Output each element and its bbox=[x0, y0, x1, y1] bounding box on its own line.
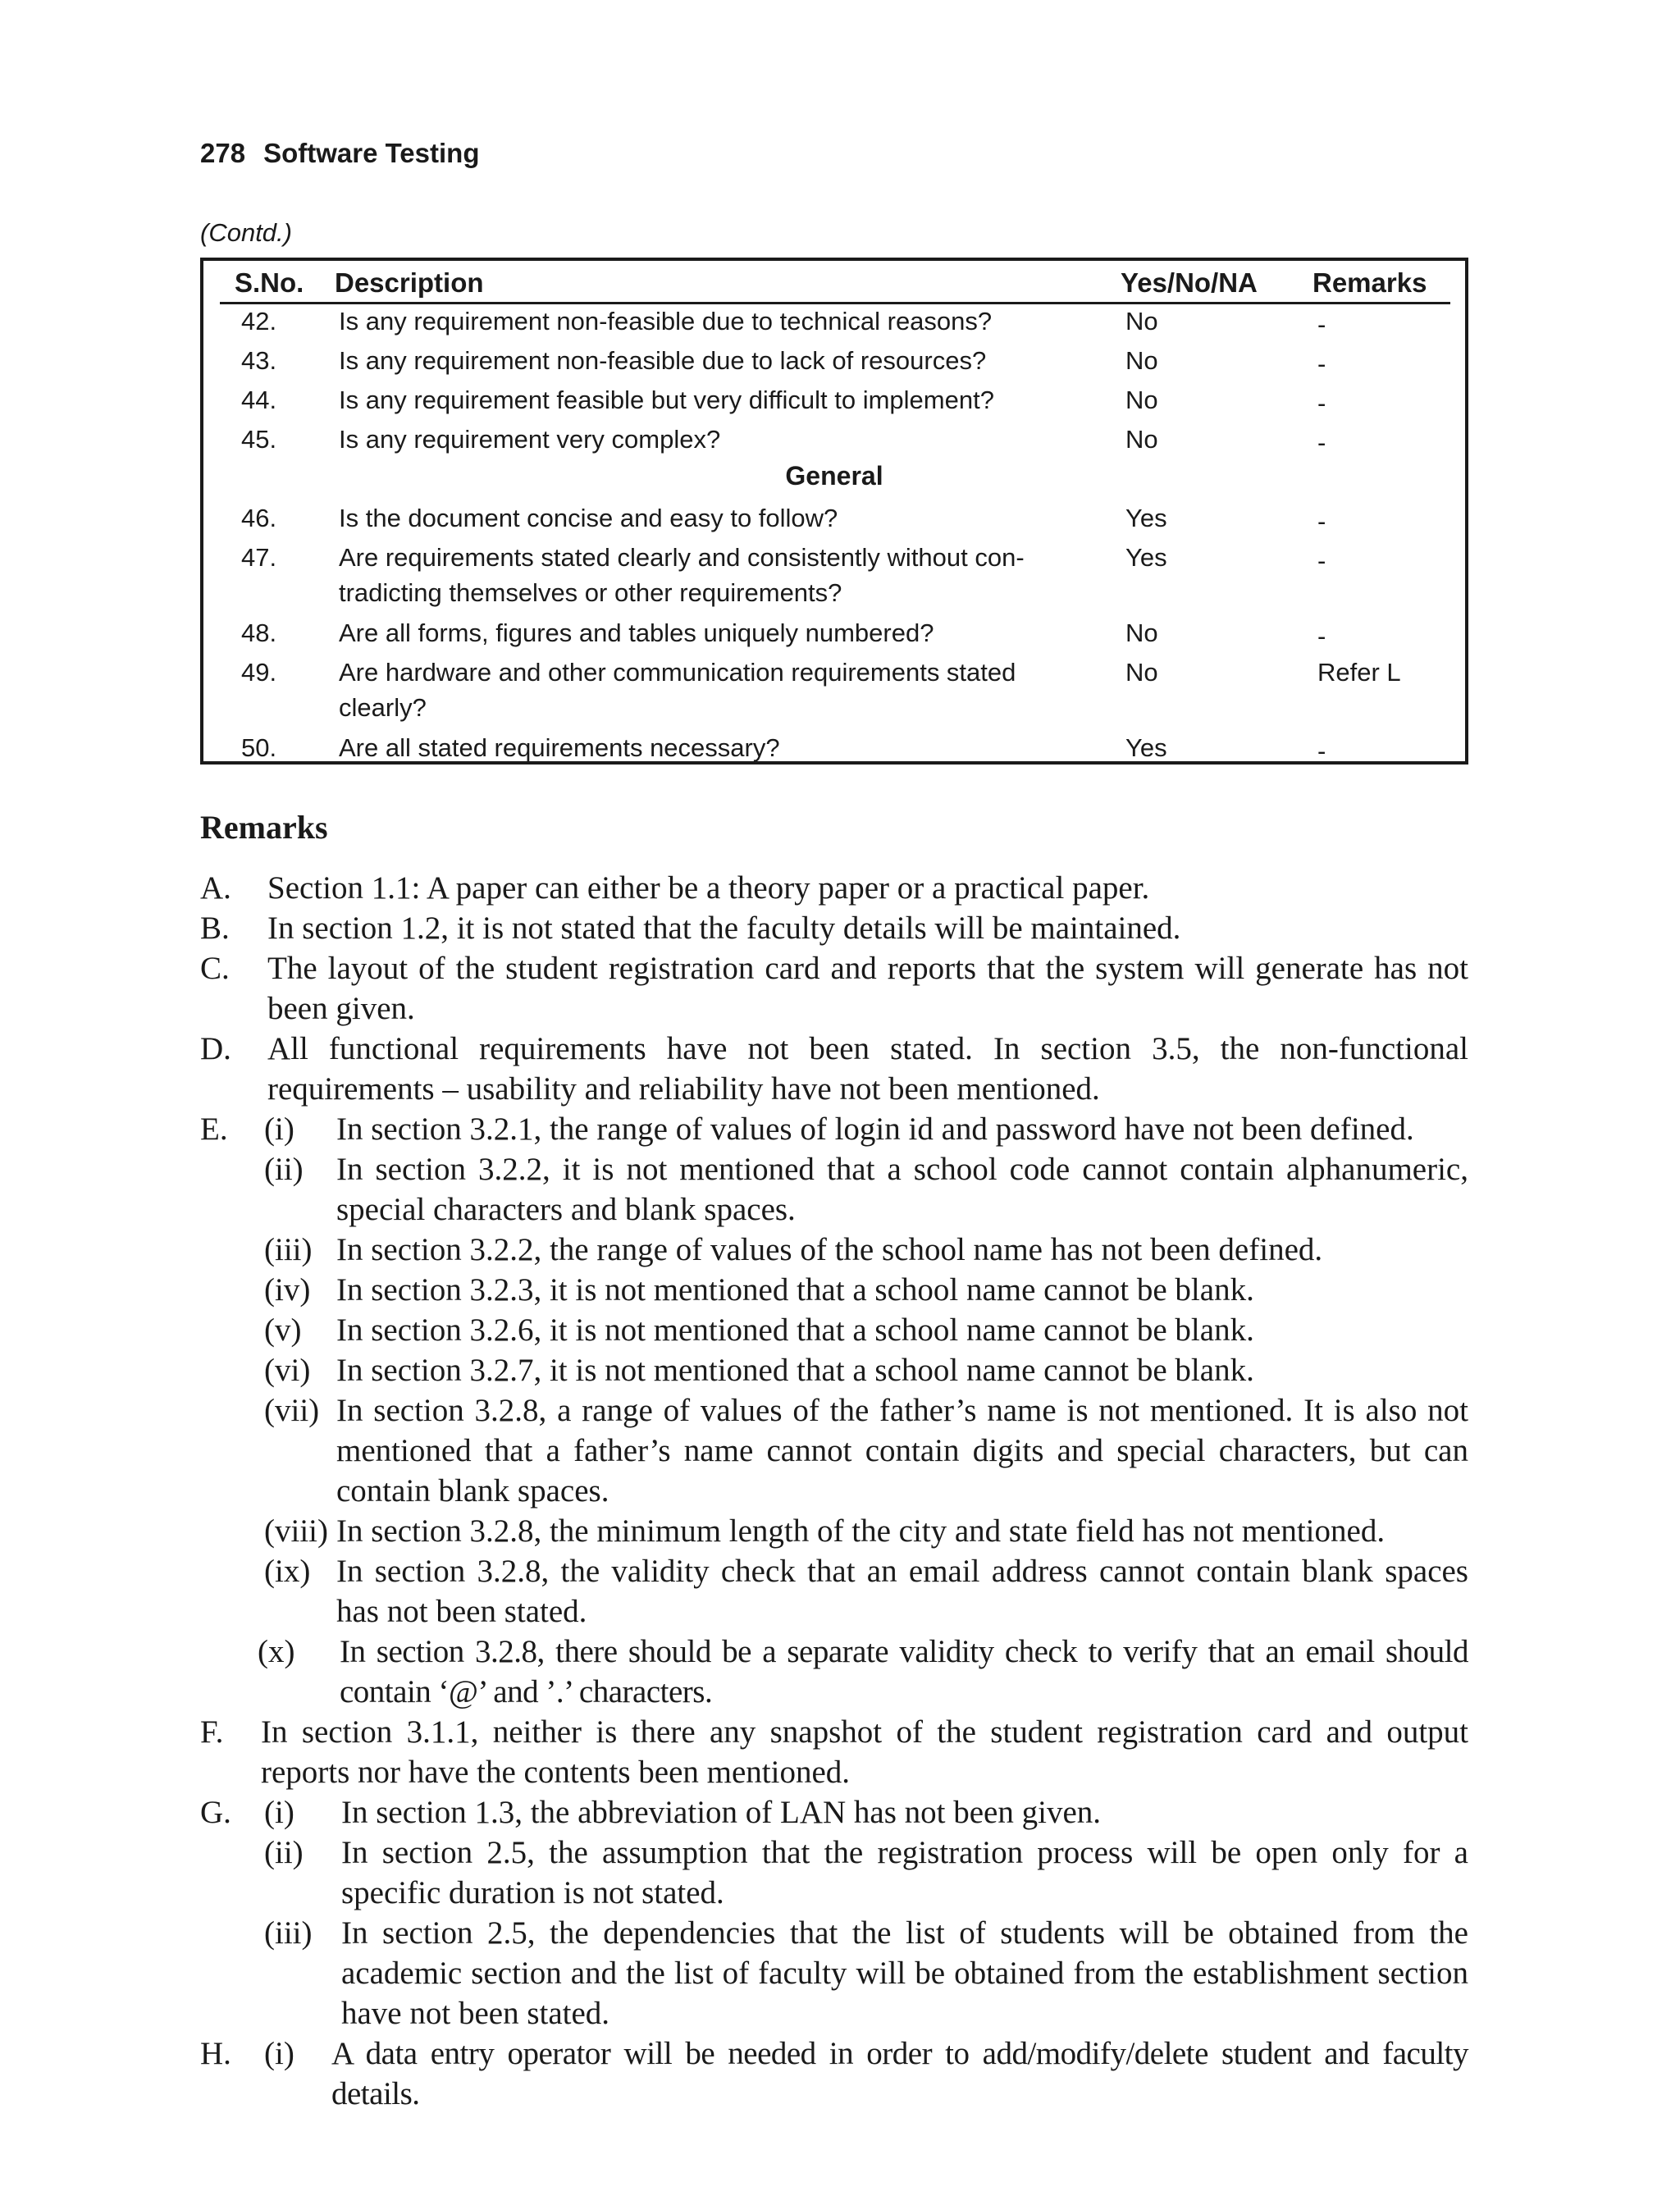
subitem-text: In section 3.2.1, the range of values of login id and password have not been defined. bbox=[336, 1111, 1414, 1147]
row-description: Are all stated requirements necessary? bbox=[339, 733, 780, 762]
row-remark: - bbox=[1317, 349, 1326, 378]
row-remark: - bbox=[1317, 546, 1326, 575]
row-answer: Yes bbox=[1125, 733, 1167, 762]
row-description: Is any requirement non-feasible due to technical reasons? bbox=[339, 307, 993, 335]
remark-text: All functional requirements have not been stated. In section 3.5, the non-functional requirements – usability and reliability have not been mentioned. bbox=[267, 1031, 1468, 1107]
row-remark: - bbox=[1317, 389, 1326, 418]
row-description-line: clearly? bbox=[339, 693, 427, 722]
subitem-number: (i) bbox=[264, 2036, 294, 2071]
remark-letter: E. bbox=[200, 1111, 228, 1147]
subitem-number: (iv) bbox=[264, 1272, 311, 1308]
subitem-number: (iii) bbox=[264, 1232, 313, 1267]
subitem-number: (viii) bbox=[264, 1513, 328, 1549]
row-description: Is the document concise and easy to follow? bbox=[339, 504, 838, 532]
row-answer: No bbox=[1125, 618, 1158, 647]
subitem-number: (x) bbox=[258, 1634, 295, 1669]
subitem-text: In section 3.2.7, it is not mentioned that a school name cannot be blank. bbox=[336, 1353, 1254, 1388]
row-sno: 47. bbox=[241, 543, 277, 572]
row-sno: 49. bbox=[241, 658, 277, 687]
remarks-heading: Remarks bbox=[200, 809, 328, 846]
row-description: Is any requirement non-feasible due to lack of resources? bbox=[339, 346, 987, 375]
header-sno: S.No. bbox=[235, 267, 304, 298]
row-description: Is any requirement very complex? bbox=[339, 425, 721, 454]
row-sno: 43. bbox=[241, 346, 277, 375]
row-answer: No bbox=[1125, 307, 1158, 335]
remark-text: Section 1.1: A paper can either be a theory paper or a practical paper. bbox=[267, 870, 1150, 906]
row-sno: 44. bbox=[241, 386, 277, 414]
row-description bbox=[339, 540, 1077, 610]
row-description bbox=[339, 655, 1077, 725]
remark-text: The layout of the student registration card and reports that the system will generate has not been given. bbox=[267, 951, 1468, 1026]
page-number: 278 bbox=[200, 138, 246, 168]
row-answer: No bbox=[1125, 386, 1158, 414]
subitem-text: In section 3.2.3, it is not mentioned that a school name cannot be blank. bbox=[336, 1272, 1254, 1308]
header-yes-no-na: Yes/No/NA bbox=[1121, 267, 1258, 298]
row-remark: - bbox=[1317, 622, 1326, 650]
row-remark: - bbox=[1317, 507, 1326, 536]
subitem-number: (ix) bbox=[264, 1554, 311, 1589]
subitem-number: (iii) bbox=[264, 1915, 313, 1951]
subitem-number: (ii) bbox=[264, 1835, 304, 1870]
remark-text: In section 3.1.1, neither is there any snapshot of the student registration card and output reports nor have the contents been mentioned. bbox=[261, 1714, 1468, 1790]
remark-text: In section 1.2, it is not stated that the faculty details will be maintained. bbox=[267, 911, 1181, 946]
row-sno: 50. bbox=[241, 733, 277, 762]
running-head bbox=[200, 138, 479, 169]
row-remark: Refer L bbox=[1317, 658, 1401, 687]
subitem-text: In section 3.2.8, the validity check that an email address cannot contain blank spaces has not been stated. bbox=[336, 1554, 1468, 1629]
general-section-label: General bbox=[785, 461, 883, 491]
table-header bbox=[203, 261, 1465, 302]
remark-letter: F. bbox=[200, 1714, 224, 1750]
subitem-text: In section 2.5, the assumption that the registration process will be open only for a specific duration is not stated. bbox=[341, 1835, 1468, 1910]
header-remarks: Remarks bbox=[1312, 267, 1427, 298]
subitem-text: In section 3.2.8, a range of values of the father’s name is not mentioned. It is also not mentioned that a father’s name cannot contain digits and special characters, but can contain blank spaces. bbox=[336, 1393, 1468, 1509]
subitem-number: (i) bbox=[264, 1111, 294, 1147]
row-remark: - bbox=[1317, 310, 1326, 339]
row-sno: 46. bbox=[241, 504, 277, 532]
row-sno: 48. bbox=[241, 618, 277, 647]
contd-label: (Contd.) bbox=[200, 218, 292, 247]
checklist-table bbox=[200, 258, 1468, 765]
remark-letter: A. bbox=[200, 870, 231, 906]
remark-letter: B. bbox=[200, 911, 230, 946]
row-answer: Yes bbox=[1125, 504, 1167, 532]
book-title: Software Testing bbox=[263, 138, 480, 168]
row-description: Are all forms, figures and tables uniquely numbered? bbox=[339, 618, 934, 647]
subitem-text: In section 3.2.8, there should be a separate validity check to verify that an email should contain ‘@’ and ’.’ characters. bbox=[340, 1634, 1468, 1709]
subitem-number: (i) bbox=[264, 1795, 294, 1830]
subitem-text: In section 1.3, the abbreviation of LAN has not been given. bbox=[341, 1795, 1102, 1830]
remark-letter: G. bbox=[200, 1795, 231, 1830]
row-description-line: Are hardware and other communication requirements stated bbox=[339, 658, 1016, 687]
row-sno: 42. bbox=[241, 307, 277, 335]
header-description: Description bbox=[335, 267, 484, 298]
row-answer: No bbox=[1125, 658, 1158, 687]
row-answer: Yes bbox=[1125, 543, 1167, 572]
row-remark: - bbox=[1317, 428, 1326, 457]
subitem-number: (vii) bbox=[264, 1393, 320, 1428]
subitem-text: In section 2.5, the dependencies that the list of students will be obtained from the academic section and the list of faculty will be obtained from the establishment section have not been stated. bbox=[341, 1915, 1468, 2031]
row-description: Is any requirement feasible but very difficult to implement? bbox=[339, 386, 994, 414]
subitem-text: In section 3.2.8, the minimum length of the city and state field has not mentioned. bbox=[336, 1513, 1386, 1549]
remark-letter: D. bbox=[200, 1031, 231, 1066]
subitem-number: (vi) bbox=[264, 1353, 311, 1388]
subitem-text: In section 3.2.2, it is not mentioned that a school code cannot contain alphanumeric, special characters and blank spaces. bbox=[336, 1152, 1468, 1227]
row-answer: No bbox=[1125, 346, 1158, 375]
row-remark: - bbox=[1317, 737, 1326, 765]
row-description-line: Are requirements stated clearly and consistently without con- bbox=[339, 543, 1025, 572]
remark-letter: C. bbox=[200, 951, 230, 986]
subitem-text: In section 3.2.6, it is not mentioned that a school name cannot be blank. bbox=[336, 1312, 1254, 1348]
row-answer: No bbox=[1125, 425, 1158, 454]
row-sno: 45. bbox=[241, 425, 277, 454]
subitem-text: In section 3.2.2, the range of values of the school name has not been defined. bbox=[336, 1232, 1323, 1267]
subitem-number: (v) bbox=[264, 1312, 302, 1348]
subitem-number: (ii) bbox=[264, 1152, 304, 1187]
remark-letter: H. bbox=[200, 2036, 231, 2071]
row-description-line: tradicting themselves or other requirements? bbox=[339, 578, 842, 607]
subitem-text: A data entry operator will be needed in order to add/modify/delete student and faculty details. bbox=[331, 2036, 1468, 2111]
